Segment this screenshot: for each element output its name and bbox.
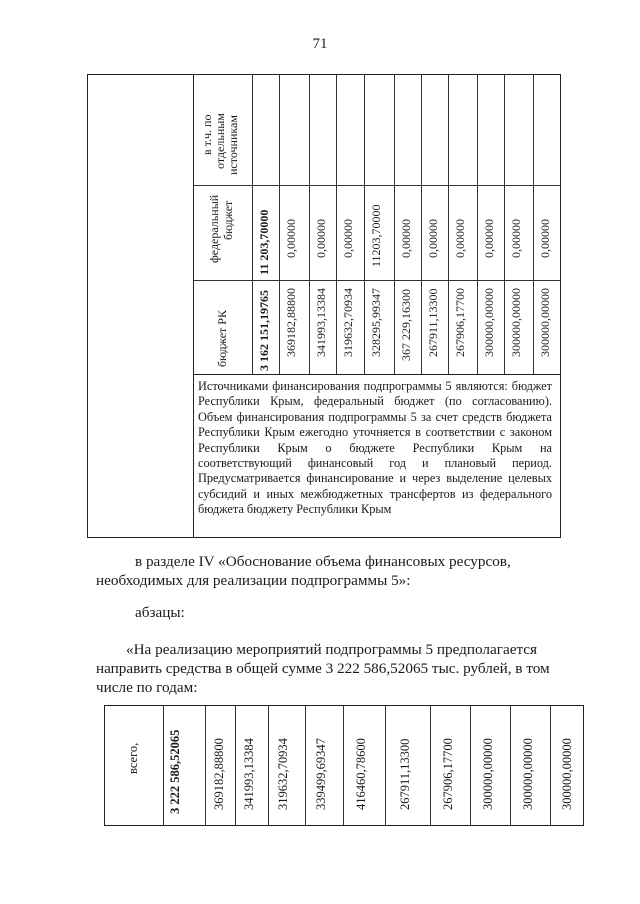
budget-rk-value: 267906,17700 (453, 288, 467, 357)
budget-rk-value: 341993,13384 (314, 288, 328, 357)
abzacy-label: абзацы: (135, 604, 185, 621)
year-value: 267906,17700 (441, 738, 455, 810)
budget-rk-value: 300000,00000 (538, 288, 552, 357)
budget-rk-value: 300000,00000 (509, 288, 523, 357)
federal-value: 0,00000 (314, 219, 328, 258)
federal-value: 0,00000 (426, 219, 440, 258)
quote-line3: числе по годам: (96, 679, 198, 696)
quote-line1: «На реализацию мероприятий подпрограммы 5 предполагается (126, 641, 537, 658)
total-budget-rk: 3 162 151,19765 (257, 290, 271, 371)
header-sources-line2: отдельным (213, 113, 227, 169)
federal-value: 0,00000 (453, 219, 467, 258)
description-line: трансфертов из федерального бюджета бюджету Республики (198, 486, 552, 517)
rotated-values-area (194, 75, 560, 375)
description-line: выделение целевых субсидий и иных межбюджетных (198, 471, 553, 501)
description-line: средств бюджета Республики Крым ежегодно уточняется в (198, 409, 552, 440)
header-sources-line1: в т.ч. по (200, 114, 214, 155)
section-line2: необходимых для реализации подпрограммы 5»: (96, 572, 411, 589)
year-value: 300000,00000 (521, 738, 535, 810)
funding-sources-table (87, 74, 561, 538)
page-number: 71 (312, 36, 328, 52)
federal-value: 0,00000 (341, 219, 355, 258)
year-value: 341993,13384 (242, 738, 256, 810)
budget-rk-value: 367 229,16300 (399, 289, 413, 361)
description-line: Республики Крым на соответствующий финансовый год и (198, 440, 552, 471)
quote-line2: направить средства в общей сумме 3 222 586,52065 тыс. рублей, в том (96, 660, 550, 677)
year-value: 300000,00000 (481, 738, 495, 810)
description-line: бюджет Республики Крым, федеральный бюджет (по (198, 379, 552, 409)
year-value: 339499,69347 (314, 738, 328, 810)
label-column (88, 75, 194, 537)
federal-value: 0,00000 (538, 219, 552, 258)
description-line: плановый период. Предусматривается финансирование и через (198, 456, 552, 486)
federal-value: 0,00000 (482, 219, 496, 258)
budget-rk-value: 267911,13300 (426, 288, 440, 357)
header-federal-line2: бюджет (221, 200, 235, 240)
section-line1: в разделе IV «Обоснование объема финансовых ресурсов, (135, 553, 511, 570)
year-value: 267911,13300 (398, 738, 412, 810)
total-federal: 11 203,70000 (257, 209, 271, 275)
year-value: 300000,00000 (560, 738, 574, 810)
year-value: 416460,78600 (354, 738, 368, 810)
description-line: соответствии с законом Республики Крым о бюджете (198, 425, 553, 455)
year-value: 319632,70934 (276, 738, 290, 810)
header-sources-line3: источникам (226, 115, 240, 175)
header-budget-rk: бюджет РК (215, 310, 229, 367)
year-value: 369182,88800 (212, 738, 226, 810)
budget-rk-value: 328295,99347 (369, 288, 383, 357)
budget-rk-value: 319632,70934 (341, 288, 355, 357)
funding-description (198, 379, 552, 518)
description-line: Крым (361, 502, 392, 517)
federal-value: 11203,70000 (369, 204, 383, 267)
budget-rk-value: 369182,88800 (284, 288, 298, 357)
grand-total: 3 222 586,52065 (168, 729, 182, 814)
federal-value: 0,00000 (509, 219, 523, 258)
federal-value: 0,00000 (399, 219, 413, 258)
description-line: согласованию). Объем финансирования подпрограммы 5 за счет (198, 394, 552, 424)
total-label: всего, (126, 742, 140, 774)
description-line: Источниками финансирования подпрограммы 5 являются: (198, 379, 512, 393)
federal-value: 0,00000 (284, 219, 298, 258)
yearly-totals-table (104, 705, 584, 826)
header-federal-line1: федеральный (207, 194, 221, 263)
budget-rk-value: 300000,00000 (482, 288, 496, 357)
